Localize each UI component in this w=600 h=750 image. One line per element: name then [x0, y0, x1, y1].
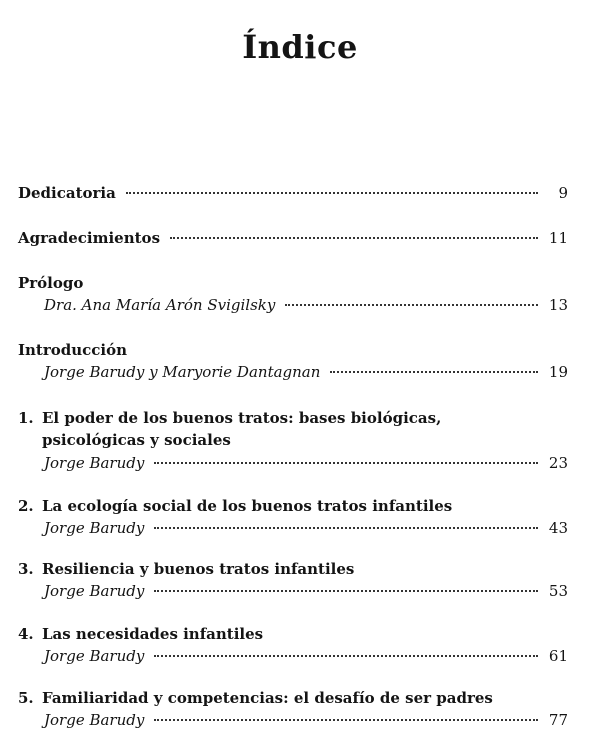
toc-chapter-3-author[interactable] [44, 581, 568, 601]
dot-leader [285, 303, 538, 306]
toc-chapter-4-author[interactable] [44, 646, 568, 666]
chapter-number: 1. [18, 409, 34, 427]
toc-heading: Dedicatoria [18, 184, 116, 202]
toc-page-number: 43 [548, 519, 568, 537]
toc-chapter-1-author[interactable] [44, 453, 568, 473]
toc-chapter-1-heading[interactable] [18, 408, 568, 428]
toc-author: Jorge Barudy [44, 454, 145, 472]
dot-leader [170, 236, 538, 239]
dot-leader [154, 654, 538, 657]
toc-author: Jorge Barudy [44, 711, 145, 729]
chapter-number: 2. [18, 497, 34, 515]
toc-heading-introduccion[interactable]: Introducción [18, 341, 128, 359]
toc-heading: Agradecimientos [18, 229, 161, 247]
toc-author: Jorge Barudy y Maryorie Dantagnan [44, 363, 321, 381]
chapter-number: 3. [18, 560, 34, 578]
dot-leader [154, 461, 538, 464]
dot-leader [126, 191, 538, 194]
dot-leader [154, 589, 538, 592]
toc-entry-introduccion-author[interactable] [44, 362, 568, 382]
toc-author: Dra. Ana María Arón Svigilsky [44, 296, 276, 314]
chapter-title-line2: psicológicas y sociales [42, 431, 231, 449]
dot-leader [154, 526, 538, 529]
toc-page-number: 77 [548, 711, 568, 729]
toc-chapter-5-heading[interactable] [18, 688, 568, 708]
toc-entry-dedicatoria[interactable] [18, 183, 568, 203]
toc-page-number: 9 [558, 184, 568, 202]
toc-page-number: 23 [548, 454, 568, 472]
toc-page-number: 11 [548, 229, 568, 247]
dot-leader [154, 718, 538, 721]
toc-author: Jorge Barudy [44, 519, 145, 537]
toc-author: Jorge Barudy [44, 582, 145, 600]
chapter-title: Familiaridad y competencias: el desafío de ser padres [42, 689, 493, 707]
toc-chapter-3-heading[interactable] [18, 559, 568, 579]
chapter-title: Resiliencia y buenos tratos infantiles [42, 560, 355, 578]
dot-leader [330, 370, 538, 373]
toc-page-number: 53 [548, 582, 568, 600]
toc-heading-prologo[interactable]: Prólogo [18, 274, 84, 292]
toc-page-number: 19 [548, 363, 568, 381]
toc-chapter-2-heading[interactable] [18, 496, 568, 516]
toc-entry-agradecimientos[interactable] [18, 228, 568, 248]
toc-chapter-4-heading[interactable] [18, 624, 568, 644]
chapter-title-line1: El poder de los buenos tratos: bases biológicas, [42, 409, 442, 427]
toc-entry-prologo-author[interactable] [44, 295, 568, 315]
page-title: Índice [242, 28, 358, 66]
chapter-number: 4. [18, 625, 34, 643]
toc-page-number: 13 [548, 296, 568, 314]
toc-page-number: 61 [548, 647, 568, 665]
chapter-title: La ecología social de los buenos tratos infantiles [42, 497, 453, 515]
toc-chapter-5-author[interactable] [44, 710, 568, 730]
toc-author: Jorge Barudy [44, 647, 145, 665]
chapter-number: 5. [18, 689, 34, 707]
chapter-title: Las necesidades infantiles [42, 625, 264, 643]
toc-chapter-2-author[interactable] [44, 518, 568, 538]
